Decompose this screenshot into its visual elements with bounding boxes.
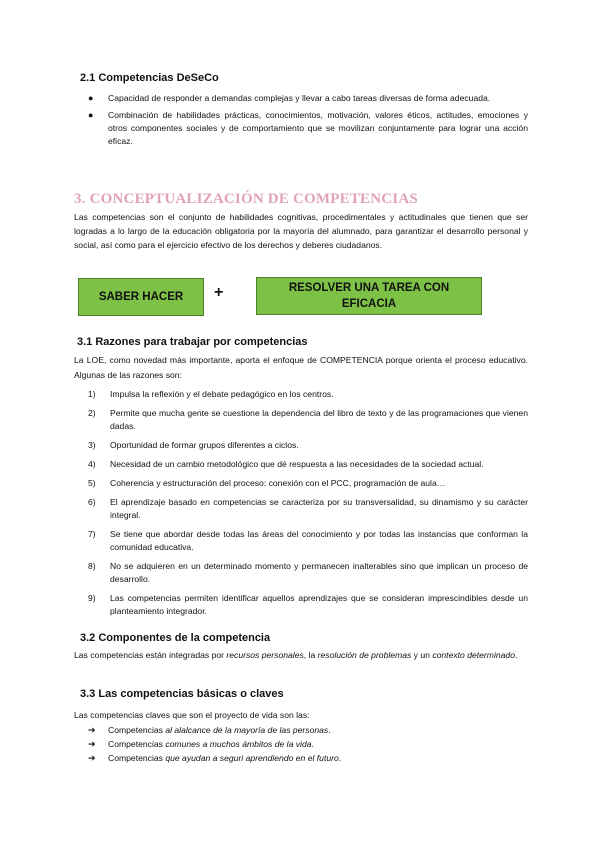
list-item: 1) Impulsa la reflexión y el debate pedagógico en los centros. <box>88 389 334 399</box>
list-item: 8) No se adquieren en un determinado momento y permanecen inalterables sino que implican un proceso de desarrollo. <box>88 561 528 584</box>
section-21-bullets <box>86 92 528 152</box>
section-31-title: 3.1 Razones para trabajar por competencias <box>77 336 308 348</box>
section-3-title: 3. CONCEPTUALIZACIÓN DE COMPETENCIAS <box>74 191 418 207</box>
list-item: ➔ Competencias comunes a muchos ámbitos de la vida. <box>88 739 314 749</box>
list-item: 2) Permite que mucha gente se cuestione la dependencia del libro de texto y de las programaciones que vienen dadas. <box>88 408 528 431</box>
section-21-title: 2.1 Competencias DeSeCo <box>80 72 219 84</box>
bullet-icon: ● <box>88 110 94 120</box>
list-item: 3) Oportunidad de formar grupos diferentes a ciclos. <box>88 440 299 450</box>
section-32-paragraph: Las competencias están integradas por recursos personales, la resolución de problemas y un contexto determinado. <box>74 650 518 660</box>
list-item: 6) El aprendizaje basado en competencias se caracteriza por su transversalidad, su dinamismo y su carácter integral. <box>88 497 528 520</box>
list-item: ● Capacidad de responder a demandas complejas y llevar a cabo tareas diversas de forma adecuada. <box>88 93 491 103</box>
resolver-tarea-box: RESOLVER UNA TAREA CON EFICACIA <box>256 277 482 315</box>
section-32-title: 3.2 Componentes de la competencia <box>80 632 271 644</box>
list-item: ● Combinación de habilidades prácticas, conocimientos, motivación, valores éticos, actitudes, emociones y otros componentes sociales y de comportamiento que se movilizan conjuntamente para lograr una acción eficaz. <box>88 110 528 146</box>
plus-sign: + <box>214 284 224 301</box>
list-item: ➔ Competencias que ayudan a seguri aprendiendo en el futuro. <box>88 753 342 763</box>
section-33-list <box>88 723 528 765</box>
section-3-paragraph: Las competencias son el conjunto de habilidades cognitivas, procedimentales y actitudinales que tienen que ser logradas a lo largo de la educación obligatoria por la mayoría del alumnado, para garantizar el desarrollo personal y social, así como para el ejercicio efectivo de los derechos y deberes ciudadanos. <box>74 212 528 250</box>
list-item: ➔ Competencias al alalcance de la mayoría de las personas. <box>88 725 331 735</box>
section-33-title: 3.3 Las competencias básicas o claves <box>80 688 284 700</box>
list-item: 9) Las competencias permiten identificar aquellos aprendizajes que se consideran imprescindibles desde un planteamiento integrador. <box>88 593 528 616</box>
arrow-icon: ➔ <box>88 739 96 749</box>
bullet-icon: ● <box>88 93 94 103</box>
section-33-intro: Las competencias claves que son el proyecto de vida son las: <box>74 710 310 720</box>
saber-hacer-box: SABER HACER <box>78 278 204 316</box>
arrow-icon: ➔ <box>88 753 96 763</box>
list-item: 7) Se tiene que abordar desde todas las áreas del conocimiento y por todas las instancias que conforman la comunidad educativa. <box>88 529 528 552</box>
section-31-list <box>88 388 528 618</box>
arrow-icon: ➔ <box>88 725 96 735</box>
section-31-intro: La LOE, como novedad más importante, aporta el enfoque de COMPETENCIA porque orienta el proceso educativo. Algunas de las razones son: <box>74 355 528 380</box>
list-item: 4) Necesidad de un cambio metodológico que dé respuesta a las necesidades de la sociedad actual. <box>88 459 484 469</box>
list-item: 5) Coherencia y estructuración del proceso: conexión con el PCC, programación de aula… <box>88 478 446 488</box>
